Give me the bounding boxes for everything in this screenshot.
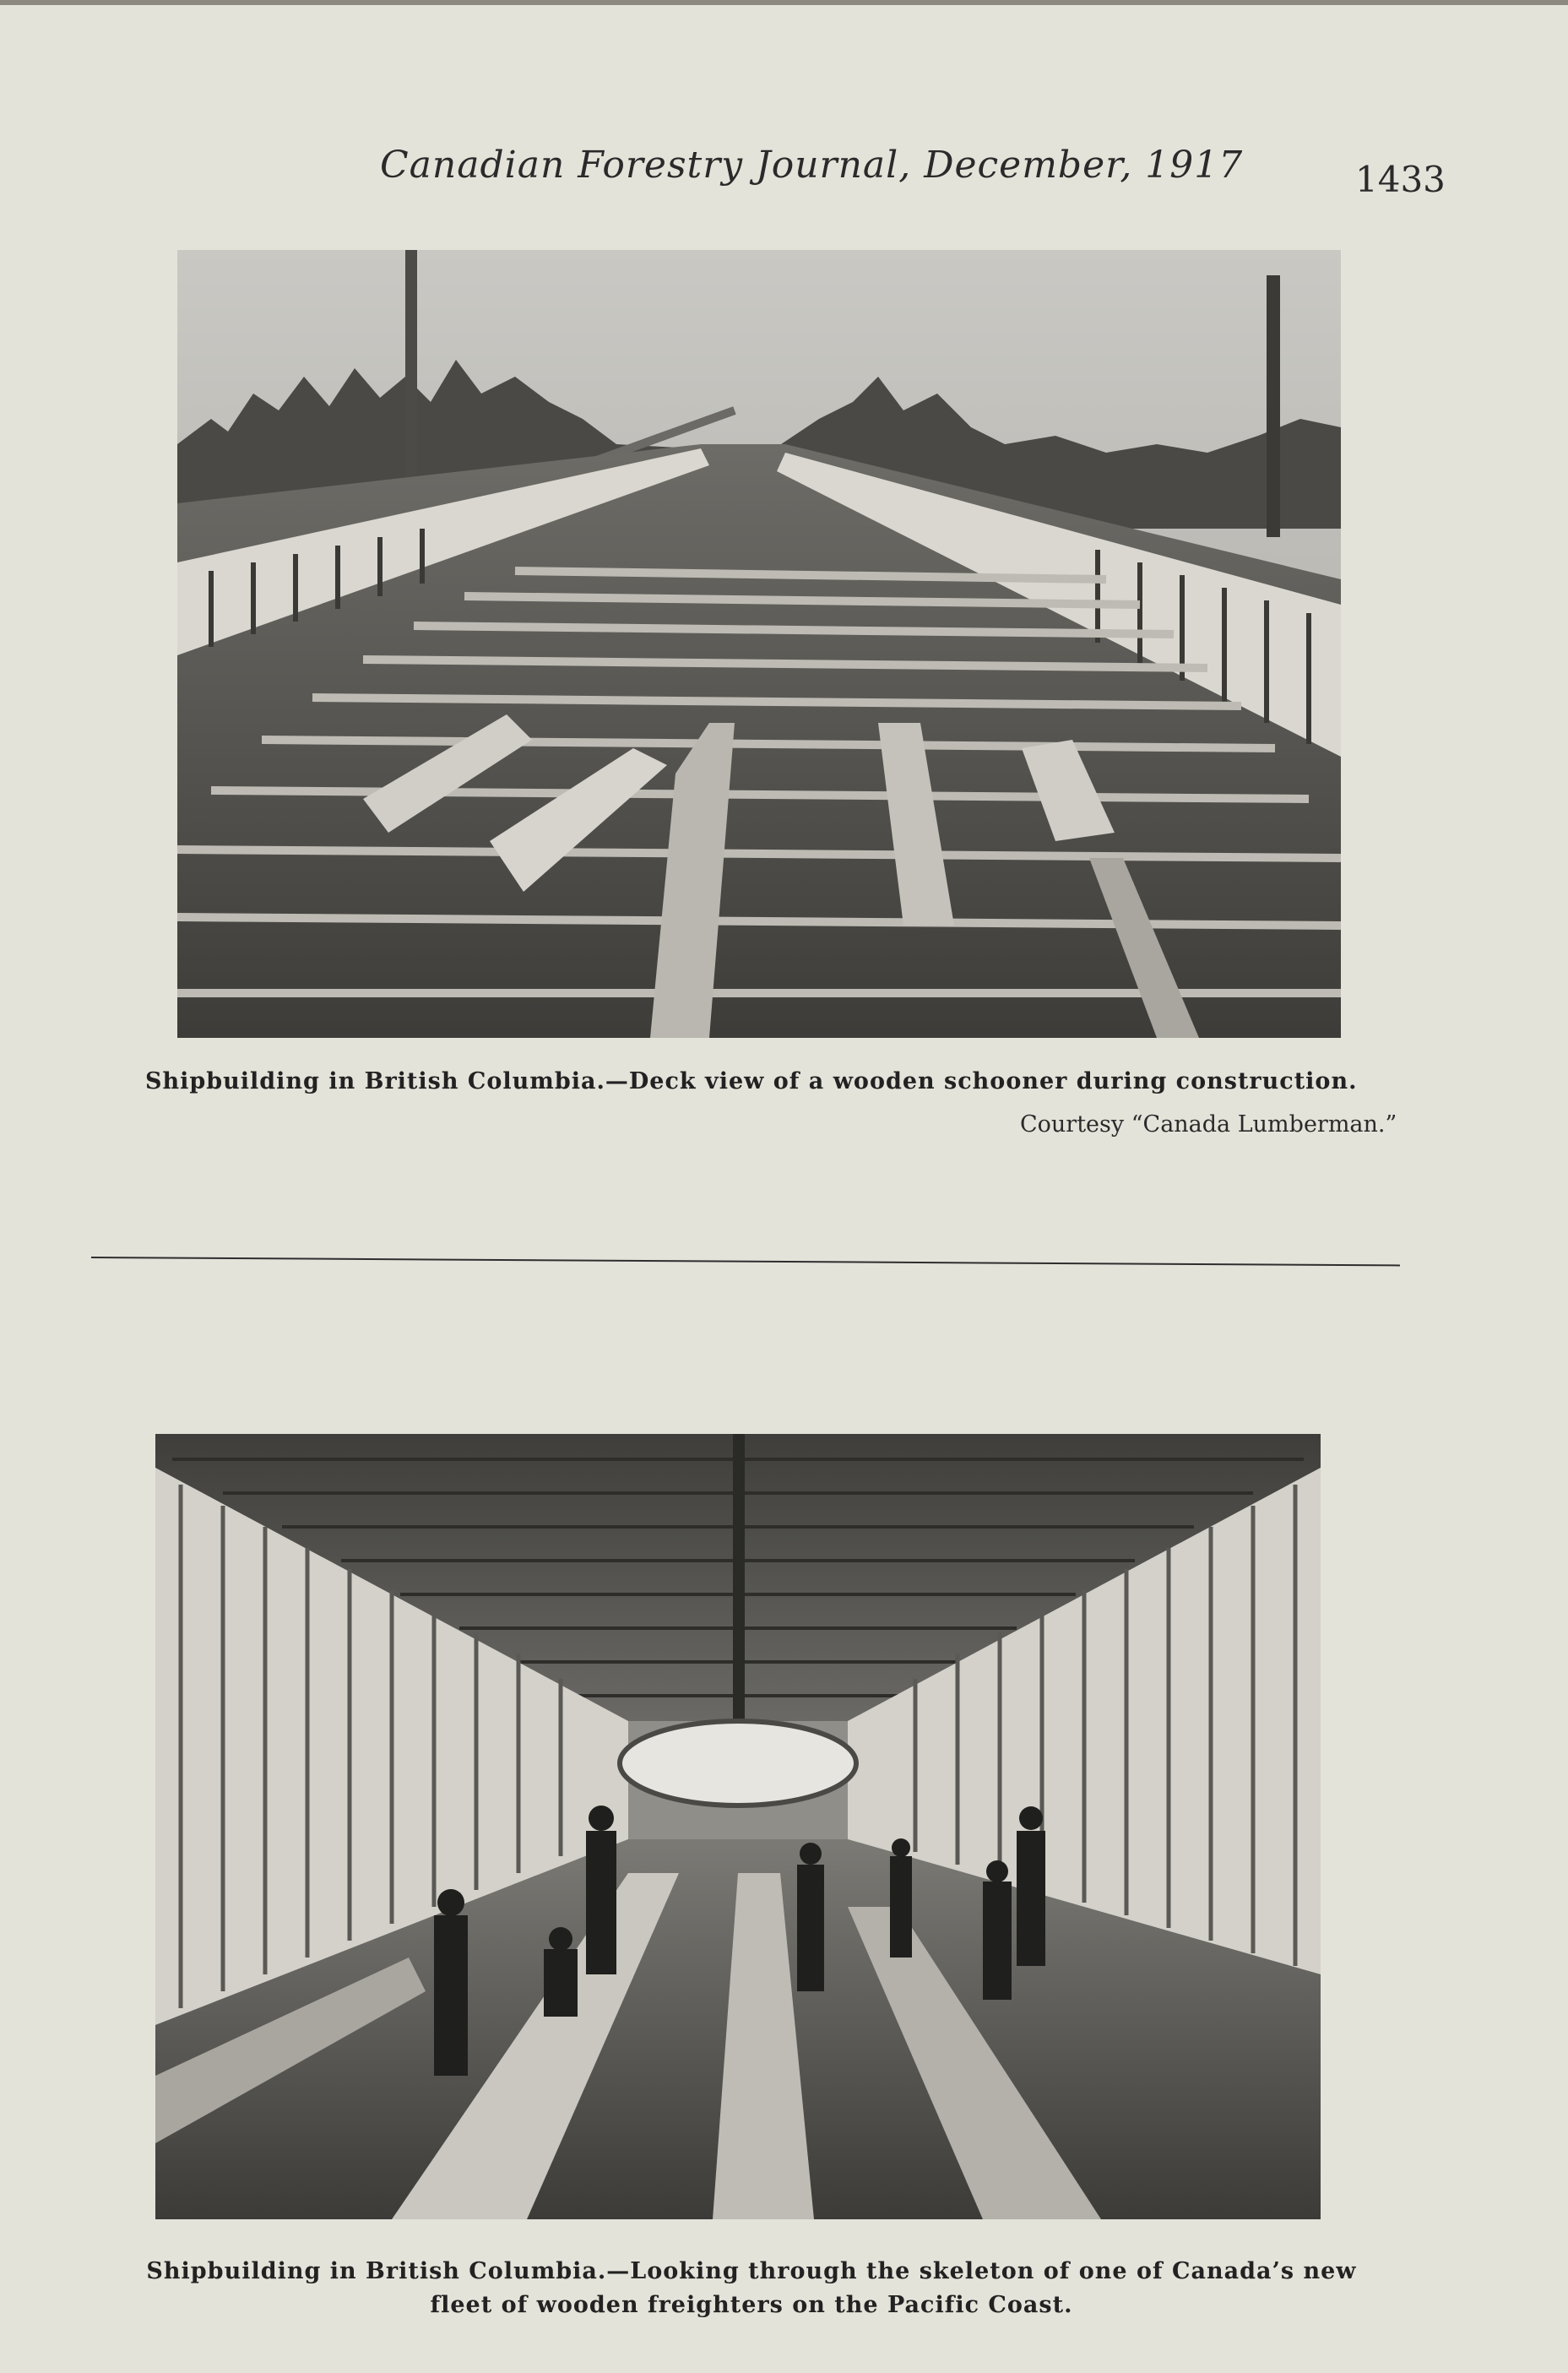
hull-skeleton-photo: [155, 1434, 1321, 2219]
page-top-edge: [0, 0, 1568, 5]
figure-2-caption: Shipbuilding in British Columbia.—Looking through the skeleton of one of Canada’s new fleet of wooden freighters on the Pacific Coast.: [146, 2258, 1357, 2318]
running-header: [0, 144, 1568, 203]
page-number: 1433: [1355, 159, 1446, 200]
journal-title: Canadian Forestry Journal, December, 1917: [380, 144, 1244, 187]
section-divider-rule: [91, 1257, 1400, 1266]
deck-view-photo: [177, 250, 1341, 1038]
figure-1-caption: Shipbuilding in British Columbia.—Deck view of a wooden schooner during construction.: [145, 1068, 1358, 1094]
figure-1-credit: Courtesy “Canada Lumberman.”: [1020, 1111, 1397, 1138]
